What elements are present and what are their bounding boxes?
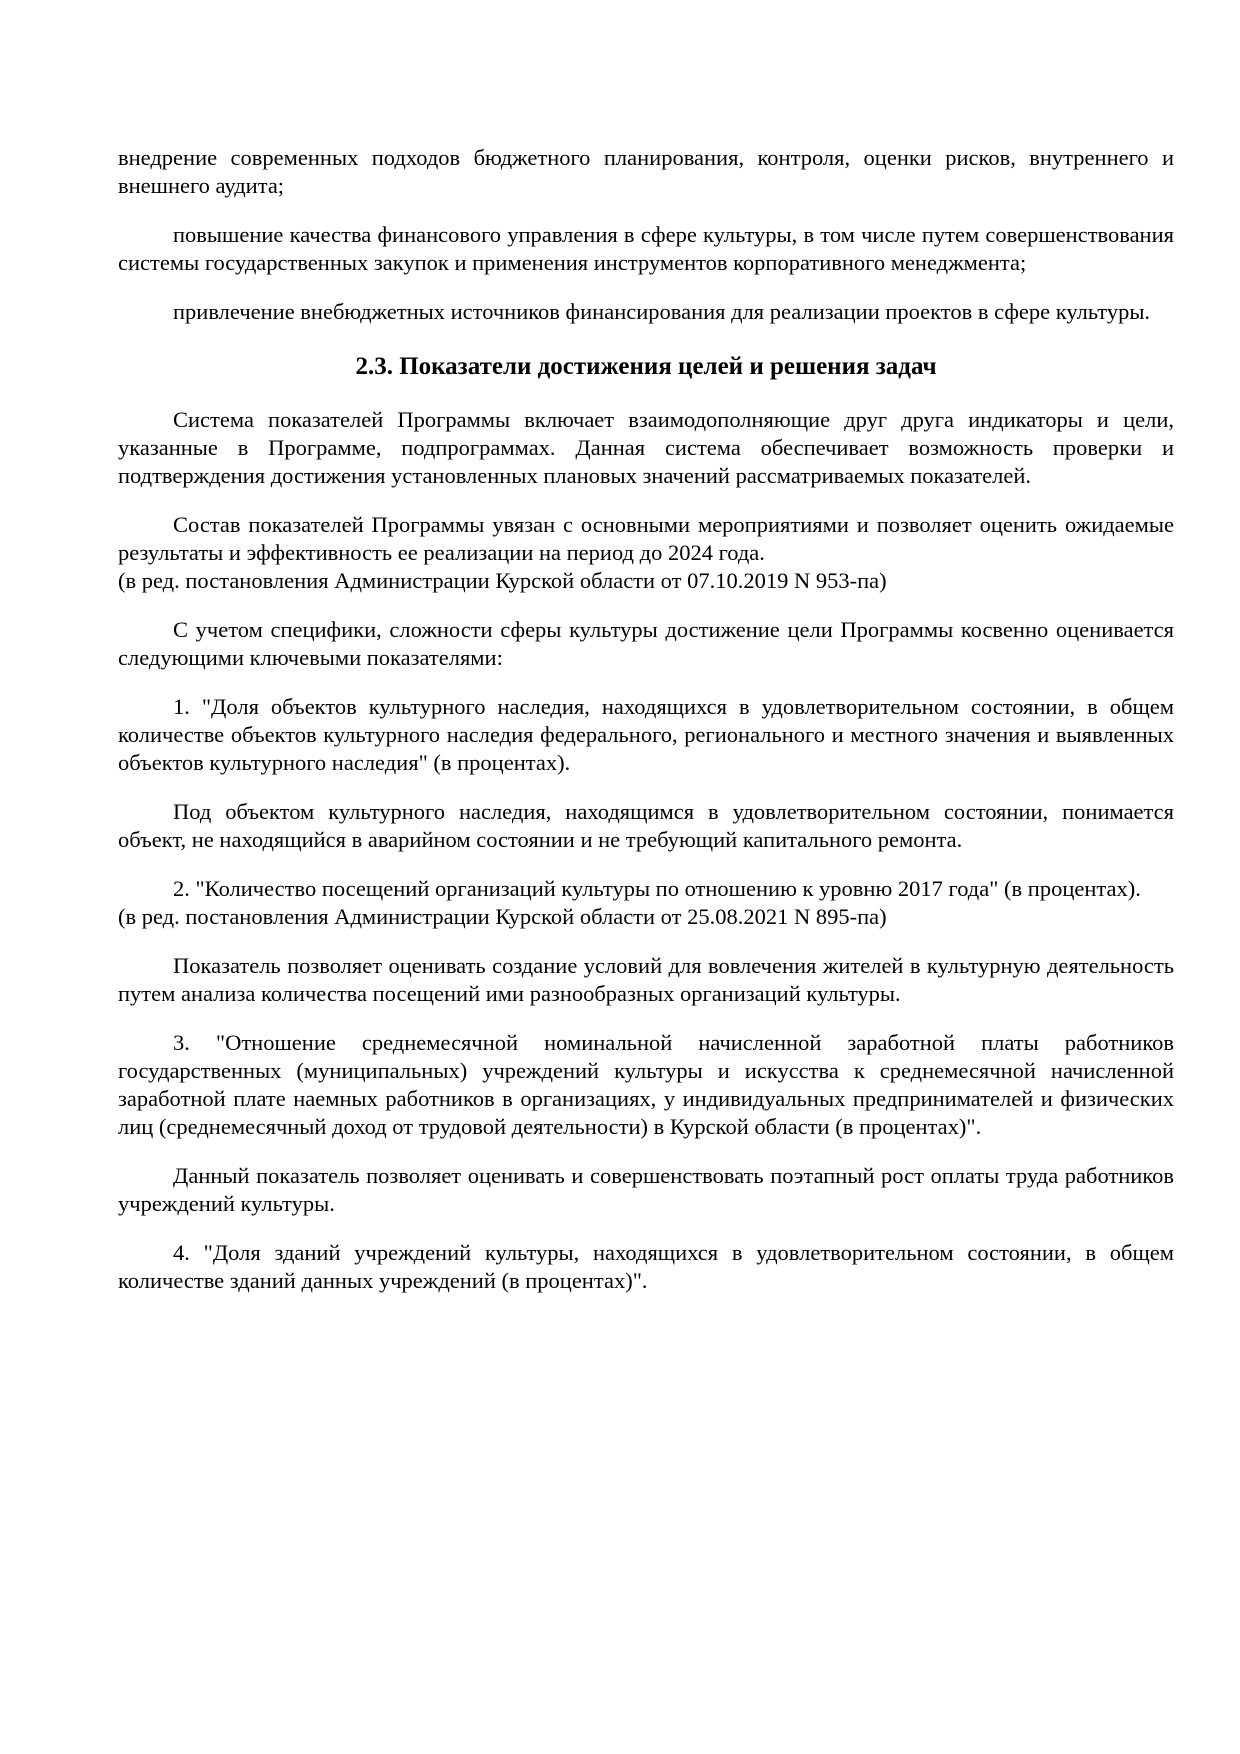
indicator-1: 1. "Доля объектов культурного наследия, находящихся в удовлетворительном состоянии, в общем количестве объектов культурного наследия федерального, регионального и местного значения и выявленных объектов культурного наследия" (в процентах). [118,694,1174,775]
paragraph-financial-management: повышение качества финансового управления в сфере культуры, в том числе путем совершенствования системы государственных закупок и применения инструментов корпоративного менеджмента; [118,222,1174,275]
document-page [118,144,1174,1295]
paragraph-indicator-composition: Состав показателей Программы увязан с основными мероприятиями и позволяет оценить ожидаемые результаты и эффективность ее реализации на период до 2024 года. [118,512,1174,565]
section-heading: 2.3. Показатели достижения целей и решения задач [355,353,937,380]
amendment-note-2021: (в ред. постановления Администрации Курской области от 25.08.2021 N 895-па) [118,904,887,929]
paragraph-indicator-2-description: Показатель позволяет оценивать создание условий для вовлечения жителей в культурную деятельность путем анализа количества посещений ими разнообразных организаций культуры. [118,953,1174,1006]
indicator-4: 4. "Доля зданий учреждений культуры, находящихся в удовлетворительном состоянии, в общем количестве зданий данных учреждений (в процентах)". [118,1240,1174,1293]
paragraph-extrabudgetary-sources: привлечение внебюджетных источников финансирования для реализации проектов в сфере культуры. [173,299,1151,324]
paragraph-heritage-definition: Под объектом культурного наследия, находящимся в удовлетворительном состоянии, понимается объект, не находящийся в аварийном состоянии и не требующий капитального ремонта. [118,799,1174,852]
paragraph-indicator-system: Система показателей Программы включает взаимодополняющие друг друга индикаторы и цели, указанные в Программе, подпрограммах. Данная система обеспечивает возможность проверки и подтверждения достижения установленных плановых значений рассматриваемых показателей. [118,407,1174,488]
amendment-note-2019: (в ред. постановления Администрации Курской области от 07.10.2019 N 953-па) [118,568,887,593]
indicator-2: 2. "Количество посещений организаций культуры по отношению к уровню 2017 года" (в процентах). [173,876,1141,901]
paragraph-indicator-3-description: Данный показатель позволяет оценивать и совершенствовать поэтапный рост оплаты труда работников учреждений культуры. [118,1163,1174,1216]
indicator-3: 3. "Отношение среднемесячной номинальной начисленной заработной платы работников государственных (муниципальных) учреждений культуры и искусства к среднемесячной начисленной заработной плате наемных работников в организациях, у индивидуальных предпринимателей и физических лиц (среднемесячный доход от трудовой деятельности) в Курской области (в процентах)". [118,1030,1174,1139]
paragraph-key-indicators-intro: С учетом специфики, сложности сферы культуры достижение цели Программы косвенно оценивается следующими ключевыми показателями: [118,617,1174,670]
paragraph-budget-planning: внедрение современных подходов бюджетного планирования, контроля, оценки рисков, внутреннего и внешнего аудита; [118,145,1174,198]
